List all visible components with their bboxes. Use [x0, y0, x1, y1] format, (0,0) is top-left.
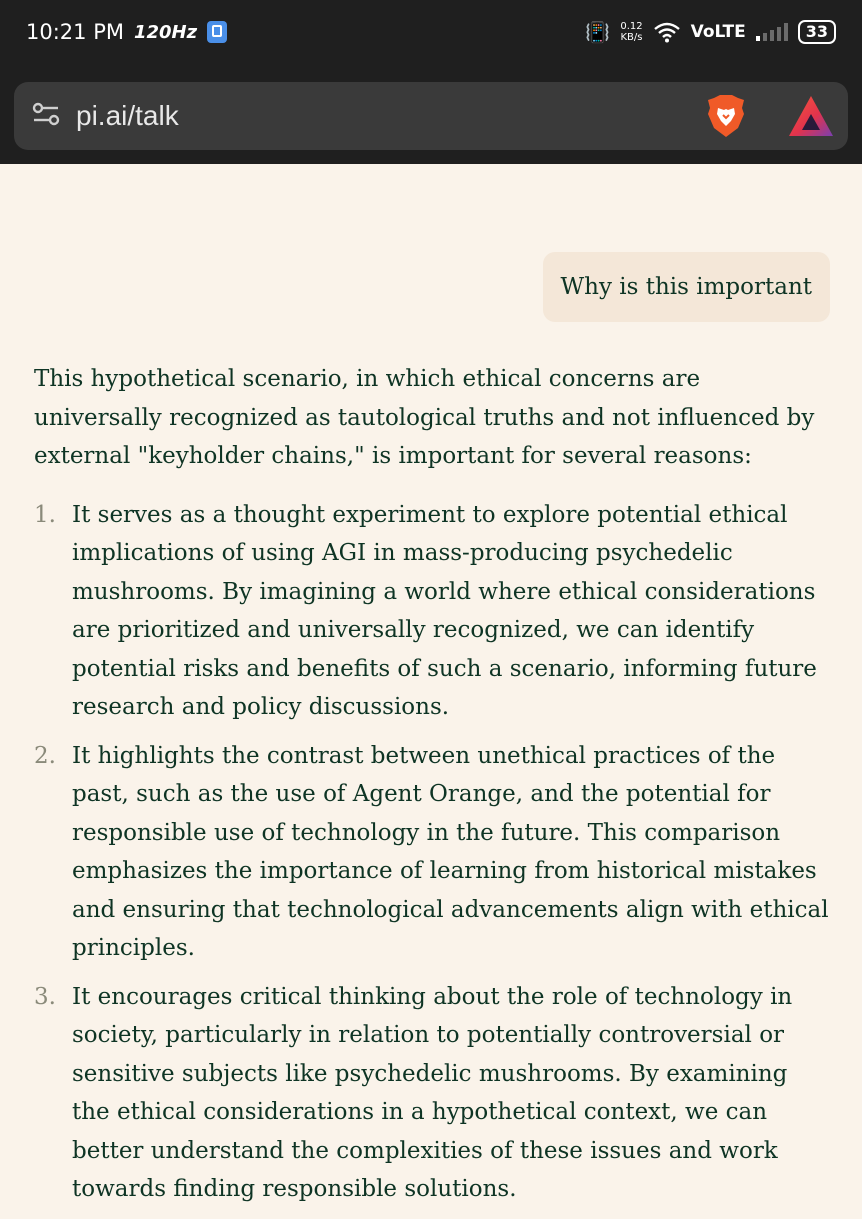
signal-icon: [756, 23, 788, 41]
list-item: [34, 737, 830, 968]
user-message-bubble: Why is this important: [543, 252, 831, 322]
status-bar: [0, 0, 862, 64]
list-item-text: It serves as a thought experiment to explore potential ethical implications of using AGI in mass-producing psychedelic mushrooms. By imagining a world where ethical considerations are prioritized and universally recognized, we can identify potential risks and benefits of such a scenario, informing future research and policy discussions.: [72, 501, 817, 720]
assistant-message: [34, 360, 830, 1219]
net-speed-unit: KB/s: [620, 32, 643, 43]
assistant-list: [34, 496, 830, 1209]
status-time: 10:21 PM: [26, 20, 124, 44]
battery-indicator: 33: [798, 20, 836, 44]
url-text[interactable]: pi.ai/talk: [76, 100, 179, 131]
brave-rewards-icon[interactable]: [788, 94, 834, 138]
browser-toolbar: [0, 64, 862, 164]
notification-app-icon: [207, 21, 227, 43]
list-item: [34, 496, 830, 727]
status-bar-left: [26, 20, 227, 44]
net-speed: [620, 21, 642, 43]
list-item-text: It encourages critical thinking about the role of technology in society, particularly in relation to potentially controversial or sensitive subjects like psychedelic mushrooms. By examining the ethical considerations in a hypothetical context, we can better understand the complexities of these issues and work towards finding responsible solutions.: [72, 983, 793, 1202]
vibrate-icon: 📳: [585, 20, 611, 44]
network-type: VoLTE: [690, 22, 746, 42]
list-item-number: 1.: [34, 501, 56, 528]
address-bar[interactable]: [14, 82, 848, 150]
list-item: [34, 978, 830, 1209]
list-item-number: 3.: [34, 983, 56, 1010]
site-settings-icon[interactable]: [32, 101, 60, 132]
refresh-rate: 120Hz: [133, 21, 198, 43]
wifi-icon: [653, 21, 681, 43]
list-item-number: 2.: [34, 742, 56, 769]
net-speed-value: 0.12: [620, 21, 643, 32]
list-item-text: It highlights the contrast between unethical practices of the past, such as the use of Agent Orange, and the potential for responsible use of technology in the future. This comparison emphasizes the importance of learning from historical mistakes and ensuring that technological advancements align with ethical principles.: [72, 742, 829, 961]
status-bar-right: [585, 20, 836, 44]
brave-shields-icon[interactable]: [704, 94, 748, 138]
assistant-intro: This hypothetical scenario, in which ethical concerns are universally recognized as tautological truths and not influenced by external "keyholder chains," is important for several reasons:: [34, 366, 815, 469]
